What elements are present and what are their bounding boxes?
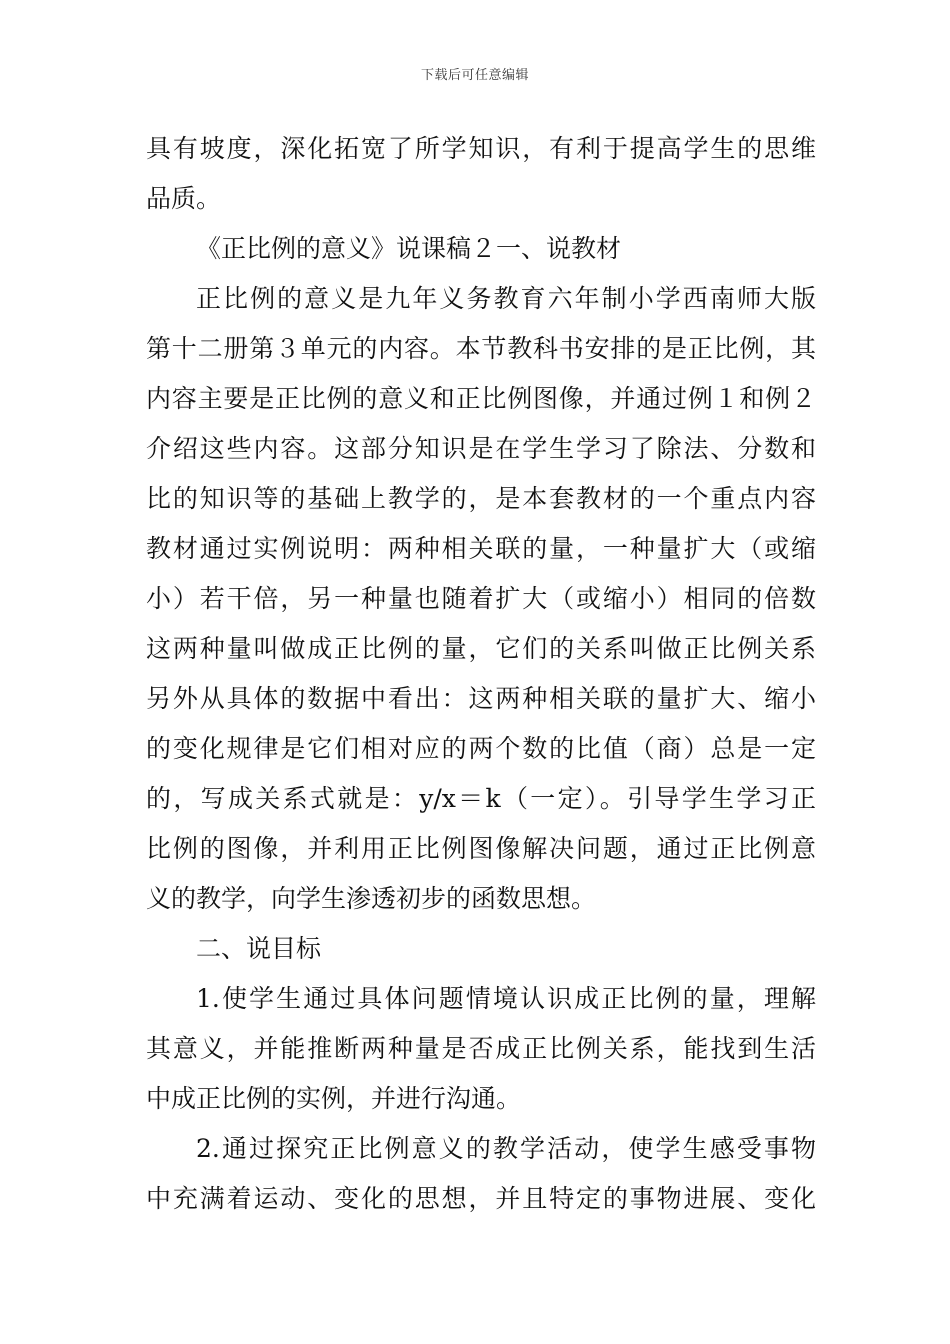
document-body <box>146 124 816 1224</box>
text-line: 教材通过实例说明：两种相关联的量，一种量扩大（或缩 <box>146 534 816 563</box>
text-line: 的变化规律是它们相对应的两个数的比值（商）总是一定 <box>146 734 816 763</box>
section-heading: 二、说目标 <box>196 934 322 963</box>
text-line: 中充满着运动、变化的思想，并且特定的事物进展、变化 <box>146 1184 816 1213</box>
text-line: 的，写成关系式就是：y/x＝k（一定）。引导学生学习正 <box>146 784 816 813</box>
text-line: 具有坡度，深化拓宽了所学知识，有利于提高学生的思维 <box>146 134 816 163</box>
text-line: 正比例的意义是九年义务教育六年制小学西南师大版 <box>196 284 816 313</box>
text-line: 中成正比例的实例，并进行沟通。 <box>146 1084 522 1113</box>
text-line: 比的知识等的基础上教学的，是本套教材的一个重点内容 <box>146 484 816 513</box>
text-line: 比例的图像，并利用正比例图像解决问题，通过正比例意 <box>146 834 816 863</box>
text-line: 其意义，并能推断两种量是否成正比例关系，能找到生活 <box>146 1034 816 1063</box>
section-heading: 《正比例的意义》说课稿２一、说教材 <box>196 234 622 263</box>
text-line: 第十二册第３单元的内容。本节教科书安排的是正比例，其 <box>146 334 816 363</box>
text-line: 品质。 <box>146 184 222 213</box>
text-line: 介绍这些内容。这部分知识是在学生学习了除法、分数和 <box>146 434 816 463</box>
text-line: 2.通过探究正比例意义的教学活动，使学生感受事物 <box>196 1134 816 1163</box>
text-line: 小）若干倍，另一种量也随着扩大（或缩小）相同的倍数 <box>146 584 816 613</box>
page-header-note: 下载后可任意编辑 <box>420 68 529 83</box>
text-line: 另外从具体的数据中看出：这两种相关联的量扩大、缩小 <box>146 684 816 713</box>
text-line: 1.使学生通过具体问题情境认识成正比例的量，理解 <box>196 984 816 1013</box>
text-line: 内容主要是正比例的意义和正比例图像，并通过例１和例２ <box>146 384 816 413</box>
text-line: 这两种量叫做成正比例的量，它们的关系叫做正比例关系 <box>146 634 816 663</box>
text-line: 义的教学，向学生渗透初步的函数思想。 <box>146 884 597 913</box>
